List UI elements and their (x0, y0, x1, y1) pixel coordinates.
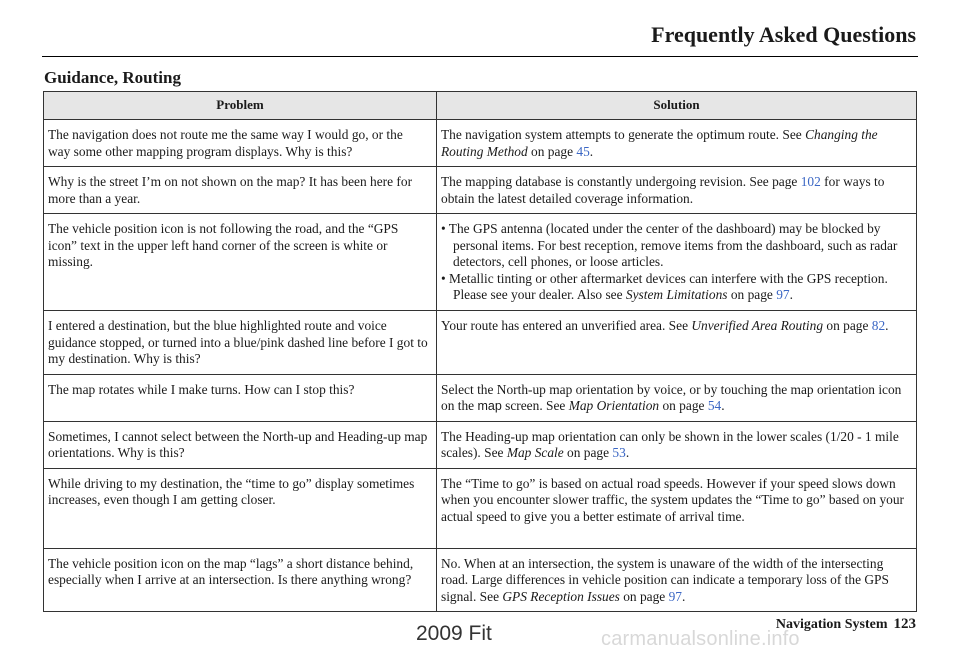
problem-cell: The navigation does not route me the same way I would go, or the way some other mapping program displays. Why is this? (44, 120, 437, 167)
solution-text: on page (823, 318, 872, 333)
section-reference: GPS Reception Issues (502, 588, 620, 604)
solution-cell (437, 374, 917, 421)
solution-text: No. When at an intersection, the system is unaware of the width of the intersecting road. Large differences in vehicle position can indicate a temporary loss of the GPS signal. See (441, 555, 889, 604)
solution-text: on page (727, 287, 777, 302)
bullet-item (441, 271, 908, 304)
solution-text: Select the North-up map orientation by voice, or by touching the map orientation icon on the (441, 381, 902, 413)
problem-cell: The map rotates while I make turns. How can I stop this? (44, 374, 437, 421)
solution-cell (437, 548, 917, 612)
problem-cell: While driving to my destination, the “time to go” display sometimes increases, even though I am getting closer. (44, 468, 437, 548)
column-header-solution: Solution (437, 92, 917, 120)
page-link[interactable]: 97 (776, 287, 790, 302)
problem-cell: The vehicle position icon on the map “lags” a short distance behind, especially when I arrive at an intersection. Is there anything wrong? (44, 548, 437, 612)
model-watermark: 2009 Fit (416, 622, 492, 645)
solution-text: . (682, 588, 686, 604)
table-row (44, 548, 917, 612)
solution-cell (437, 214, 917, 311)
solution-text: on page (659, 398, 708, 413)
table-row (44, 311, 917, 375)
page-link[interactable]: 45 (576, 143, 590, 159)
footer-label: Navigation System (775, 617, 888, 632)
page-link[interactable]: 102 (800, 174, 821, 189)
solution-text: The Heading-up map orientation can only be shown in the lower scales (1/20 - 1 mile scales). See (441, 428, 899, 460)
solution-text: Your route has entered an unverified area. See (441, 318, 692, 333)
page-link[interactable]: 53 (612, 445, 626, 460)
table-row (44, 374, 917, 421)
page-number: 123 (893, 616, 916, 632)
solution-cell (437, 167, 917, 214)
solution-text: on page (563, 445, 613, 460)
solution-cell (437, 311, 917, 375)
solution-text: . (625, 445, 630, 460)
solution-text: The mapping database is constantly undergoing revision. See page (441, 174, 801, 189)
solution-text: • Metallic tinting or other aftermarket devices can interfere with the GPS reception. Please see your dealer. Also see (441, 270, 888, 302)
table-header-row (44, 92, 917, 120)
solution-text: on page (619, 588, 669, 604)
solution-text: . (721, 398, 725, 413)
page-link[interactable]: 82 (871, 318, 886, 333)
column-header-problem: Problem (44, 92, 437, 120)
problem-cell: Sometimes, I cannot select between the North-up and Heading-up map orientations. Why is this? (44, 421, 437, 468)
bullet-item: • The GPS antenna (located under the center of the dashboard) may be blocked by personal items. For best reception, remove items from the dashboard, such as radar detectors, cell phones, or loose articles. (441, 221, 898, 269)
table-row (44, 214, 917, 311)
screen-name: map (477, 399, 502, 413)
solution-text: . (589, 143, 594, 159)
problem-cell: I entered a destination, but the blue highlighted route and voice guidance stopped, or turned into a blue/pink dashed line before I got to my destination. Why is this? (44, 311, 437, 375)
section-reference: Changing the Routing Method (441, 127, 878, 159)
faq-table (43, 91, 917, 612)
solution-text: . (789, 287, 793, 302)
table-row (44, 421, 917, 468)
solution-text: The navigation system attempts to generate the optimum route. See (441, 127, 806, 142)
page-link[interactable]: 54 (707, 398, 722, 413)
solution-text: on page (527, 143, 577, 159)
section-title: Guidance, Routing (44, 68, 181, 87)
solution-text: . (885, 318, 889, 333)
section-reference: Map Scale (506, 445, 564, 460)
table-row (44, 468, 917, 548)
page-link[interactable]: 97 (668, 588, 682, 604)
table-row (44, 167, 917, 214)
solution-text: screen. See (501, 398, 569, 413)
solution-text: for ways to obtain the latest detailed coverage information. (441, 174, 885, 206)
solution-cell (437, 421, 917, 468)
table-row (44, 120, 917, 167)
problem-cell: The vehicle position icon is not following the road, and the “GPS icon” text in the upper left hand corner of the screen is white or missing. (44, 214, 437, 311)
section-reference: System Limitations (625, 287, 728, 302)
solution-cell (437, 120, 917, 167)
site-watermark: carmanualsonline.info (601, 628, 800, 650)
header-divider (42, 56, 918, 57)
page-title: Frequently Asked Questions (651, 22, 916, 47)
section-reference: Unverified Area Routing (691, 318, 824, 333)
solution-cell: The “Time to go” is based on actual road speeds. However if your speed slows down when you encounter slower traffic, the system updates the “Time to go” based on your actual speed to give you a better estimate of arrival time. (437, 468, 917, 548)
problem-cell: Why is the street I’m on not shown on the map? It has been here for more than a year. (44, 167, 437, 214)
section-reference: Map Orientation (568, 398, 660, 413)
